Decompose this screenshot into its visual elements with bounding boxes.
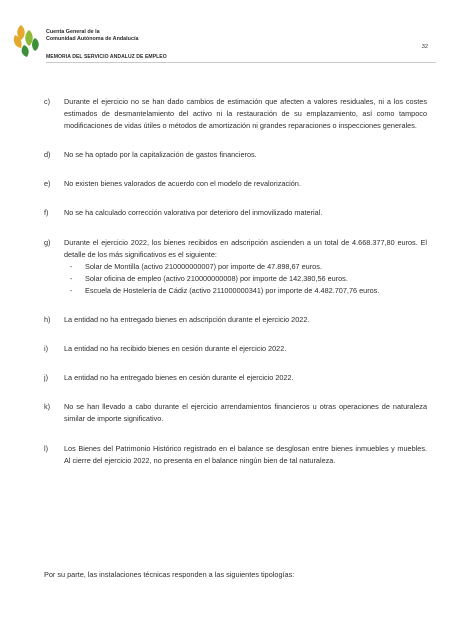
note-text: La entidad no ha entregado bienes en cesión durante el ejercicio 2022. (64, 373, 294, 383)
sub-item-text: Solar oficina de empleo (activo 210000000008) por importe de 142.380,56 euros. (85, 273, 348, 283)
sub-item-text: Solar de Montilla (activo 210000000007) por importe de 47.898,67 euros. (85, 261, 322, 271)
note-text: No existen bienes valorados de acuerdo con el modelo de revalorización. (64, 179, 301, 189)
notes-list (44, 96, 427, 484)
header-divider (46, 62, 436, 63)
list-marker: c) (44, 97, 51, 106)
note-text: La entidad no ha recibido bienes en cesión durante el ejercicio 2022. (64, 344, 287, 354)
sub-list-item (64, 261, 427, 273)
list-marker: h) (44, 315, 51, 325)
list-marker: f) (44, 208, 49, 218)
note-item-l (44, 443, 427, 467)
note-item-e (44, 178, 427, 190)
note-text: Durante el ejercicio 2022, los bienes recibidos en adscripción ascienden a un total de 4.668.377,80 euros. El detalle de los más significativos es el siguiente: (64, 237, 427, 259)
note-text: Durante el ejercicio no se han dado cambios de estimación que afecten a valores residuales, ni a los costes estimados de desmantelamiento del activo ni la restauración de su emplazamiento, así como tampoco modificaciones de vidas útiles o métodos de amortización ni grandes reparaciones o inspecciones generales. (64, 97, 427, 131)
sub-item-text: Escuela de Hostelería de Cádiz (activo 211000000341) por importe de 4.482.707,76 euros. (85, 285, 380, 295)
note-text: La entidad no ha entregado bienes en adscripción durante el ejercicio 2022. (64, 315, 310, 325)
note-item-d (44, 149, 427, 161)
dash-marker: - (70, 273, 73, 283)
dash-marker: - (70, 261, 73, 271)
sub-list-item (64, 285, 427, 297)
note-item-h (44, 314, 427, 326)
closing-paragraph: Por su parte, las instalaciones técnicas responden a las siguientes tipologías: (44, 570, 295, 579)
note-body (64, 237, 427, 297)
sub-list-item (64, 273, 427, 285)
document-subtitle: MEMORIA DEL SERVICIO ANDALUZ DE EMPLEO (46, 54, 167, 60)
list-marker: i) (44, 344, 49, 354)
note-item-i (44, 343, 427, 355)
note-text: No se ha calculado corrección valorativa por deterioro del inmovilizado material. (64, 208, 323, 218)
note-item-g (44, 237, 427, 297)
organization-name-line2: Comunidad Autónoma de Andalucía (46, 36, 139, 42)
organization-name-line1: Cuenta General de la (46, 29, 100, 35)
page-header (12, 12, 428, 62)
note-text: No se han llevado a cabo durante el ejercicio arrendamientos financieros u otras operaciones de naturaleza similar de importe significativo. (64, 402, 427, 424)
junta-andalucia-logo-icon (12, 22, 42, 58)
note-item-f (44, 207, 427, 219)
dash-marker: - (70, 285, 73, 295)
note-text: No se ha optado por la capitalización de gastos financieros. (64, 150, 257, 160)
note-item-k (44, 401, 427, 425)
list-marker: l) (44, 443, 49, 453)
page-number: 32 (421, 44, 428, 50)
list-marker: e) (44, 179, 51, 189)
list-marker: g) (44, 237, 51, 247)
list-marker: j) (44, 373, 49, 383)
note-text: Los Bienes del Patrimonio Histórico registrado en el balance se desglosan entre bienes inmuebles y muebles. Al cierre del ejercicio 2022, no presenta en el balance ningún bien de tal naturaleza. (64, 443, 427, 465)
note-item-c (44, 96, 427, 132)
note-item-j (44, 372, 427, 384)
list-marker: d) (44, 150, 51, 160)
list-marker: k) (44, 402, 51, 412)
